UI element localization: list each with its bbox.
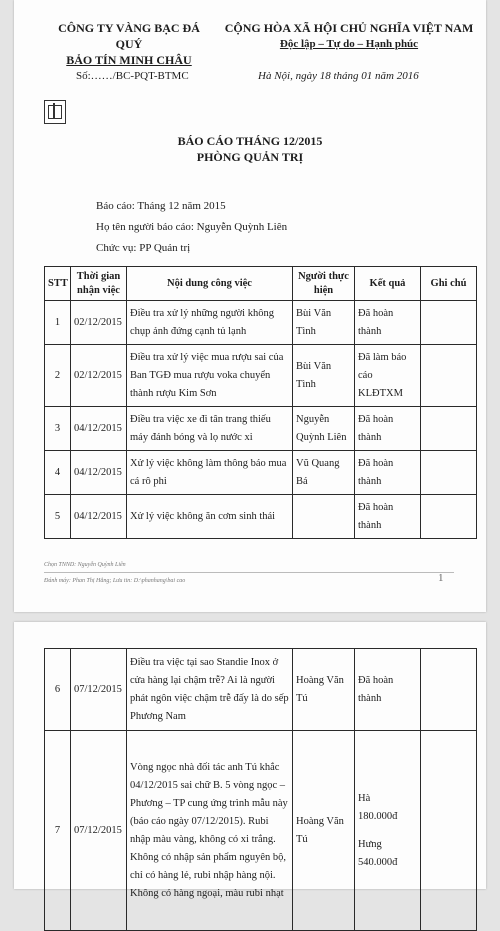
row-person: Hoàng Văn Tú — [293, 731, 355, 931]
department-title: PHÒNG QUẢN TRỊ — [196, 150, 304, 164]
document-number: Số:……/BC-PQT-BTMC — [76, 70, 189, 82]
row-content: Điều tra xử lý những người không chụp ảnh đứng cạnh tủ lạnh — [127, 301, 293, 345]
row-person: Vũ Quang Bá — [293, 451, 355, 495]
header-time: Thời gian nhận việc — [71, 267, 127, 301]
row-result: Đã làm báo cáo KLĐTXM — [355, 345, 421, 407]
company-name: CÔNG TY VÀNG BẠC ĐÁ QUÝ — [58, 21, 200, 51]
row-date: 04/12/2015 — [71, 495, 127, 539]
row-date: 02/12/2015 — [71, 301, 127, 345]
row-note — [421, 407, 477, 451]
table-row — [45, 495, 477, 539]
row-date: 04/12/2015 — [71, 407, 127, 451]
row-stt: 5 — [45, 495, 71, 539]
nation-name: CỘNG HÒA XÃ HỘI CHỦ NGHĨA VIỆT NAM — [224, 21, 474, 35]
table-row — [45, 345, 477, 407]
document-page-1 — [14, 0, 486, 612]
company-logo-icon — [44, 100, 66, 124]
table-header-row — [45, 267, 477, 301]
result-name-2: Hưng — [358, 838, 382, 850]
table-row — [45, 301, 477, 345]
company-brand: BẢO TÍN MINH CHÂU — [66, 53, 192, 67]
table-row — [45, 407, 477, 451]
row-person: Bùi Văn Tình — [293, 345, 355, 407]
row-note — [421, 345, 477, 407]
row-date: 04/12/2015 — [71, 451, 127, 495]
row-content: Điều tra việc xe đi tân trang thiếu máy đánh bóng và lọ nước xi — [127, 407, 293, 451]
nation-motto: Độc lập – Tự do – Hạnh phúc — [279, 38, 419, 50]
row-stt: 6 — [45, 649, 71, 731]
row-content: Điều tra xử lý việc mua rượu sai của Ban TGĐ mua rượu voka chuyển thành rượu Kim Sơn — [127, 345, 293, 407]
task-table — [44, 266, 477, 539]
reporter-position: Chức vụ: PP Quản trị — [96, 242, 191, 254]
result-name-1: Hà — [358, 792, 371, 804]
report-period: Báo cáo: Tháng 12 năm 2015 — [96, 200, 226, 212]
row-note — [421, 451, 477, 495]
header-content: Nội dung công việc — [127, 267, 293, 301]
row-date: 07/12/2015 — [71, 731, 127, 931]
row-result: Đã hoàn thành — [355, 301, 421, 345]
row-stt: 3 — [45, 407, 71, 451]
row-result: Đã hoàn thành — [355, 649, 421, 731]
header-person: Người thực hiện — [293, 267, 355, 301]
document-page-2 — [14, 622, 486, 899]
row-result: Đã hoàn thành — [355, 451, 421, 495]
table-row — [45, 649, 477, 731]
row-date: 02/12/2015 — [71, 345, 127, 407]
row-note — [421, 301, 477, 345]
document-date: Hà Nội, ngày 18 tháng 01 năm 2016 — [258, 70, 419, 82]
row-result — [355, 731, 421, 931]
row-note — [421, 731, 477, 931]
report-title: BÁO CÁO THÁNG 12/2015 — [177, 134, 323, 148]
row-person: Hoàng Văn Tú — [293, 649, 355, 731]
reporter-name: Họ tên người báo cáo: Nguyễn Quỳnh Liên — [96, 221, 288, 233]
footer-preparer: Chọn TNND: Nguyễn Quỳnh Liên — [44, 562, 126, 568]
row-content: Vòng ngọc nhà đối tác anh Tú khắc 04/12/2015 sai chữ B. 5 vòng ngọc – Phương – TP cung ứng trình mẫu này (báo cáo ngày 07/12/2015). Rubi nhập màu vàng, không có xi trắng. Không có nhập sản phẩm nguyên bộ, chỉ có hàng lẻ, rubi nhập hàng nội. Không có hàng ngoại, màu rubi nhạt — [127, 731, 293, 931]
row-stt: 4 — [45, 451, 71, 495]
table-row — [45, 731, 477, 931]
row-content: Điều tra việc tại sao Standie Inox ở cửa hàng lại chậm trễ? Ai là người phát ngôn việc chậm trễ đấy là do sếp Phương Nam — [127, 649, 293, 731]
row-note — [421, 649, 477, 731]
nation-header — [224, 20, 474, 52]
row-stt: 7 — [45, 731, 71, 931]
company-header — [44, 20, 214, 68]
header-result: Kết quả — [355, 267, 421, 301]
page-number: 1 — [438, 572, 444, 584]
row-result: Đã hoàn thành — [355, 495, 421, 539]
row-stt: 1 — [45, 301, 71, 345]
row-note — [421, 495, 477, 539]
row-content: Xử lý việc không ăn cơm sinh thái — [127, 495, 293, 539]
row-stt: 2 — [45, 345, 71, 407]
result-amount-1: 180.000đ — [358, 810, 398, 822]
header-note: Ghi chú — [421, 267, 477, 301]
row-person: Bùi Văn Tình — [293, 301, 355, 345]
footer-typist: Đánh máy: Phan Thị Hằng; Lưu tin: D:\phanhang\bai cao — [44, 578, 186, 584]
row-result: Đã hoàn thành — [355, 407, 421, 451]
header-stt: STT — [45, 267, 71, 301]
table-row — [45, 451, 477, 495]
row-person: Nguyễn Quỳnh Liên — [293, 407, 355, 451]
result-amount-2: 540.000đ — [358, 856, 398, 868]
row-content: Xử lý việc không làm thông báo mua cá rô phi — [127, 451, 293, 495]
footer-divider — [44, 572, 454, 573]
row-date: 07/12/2015 — [71, 649, 127, 731]
row-person — [293, 495, 355, 539]
